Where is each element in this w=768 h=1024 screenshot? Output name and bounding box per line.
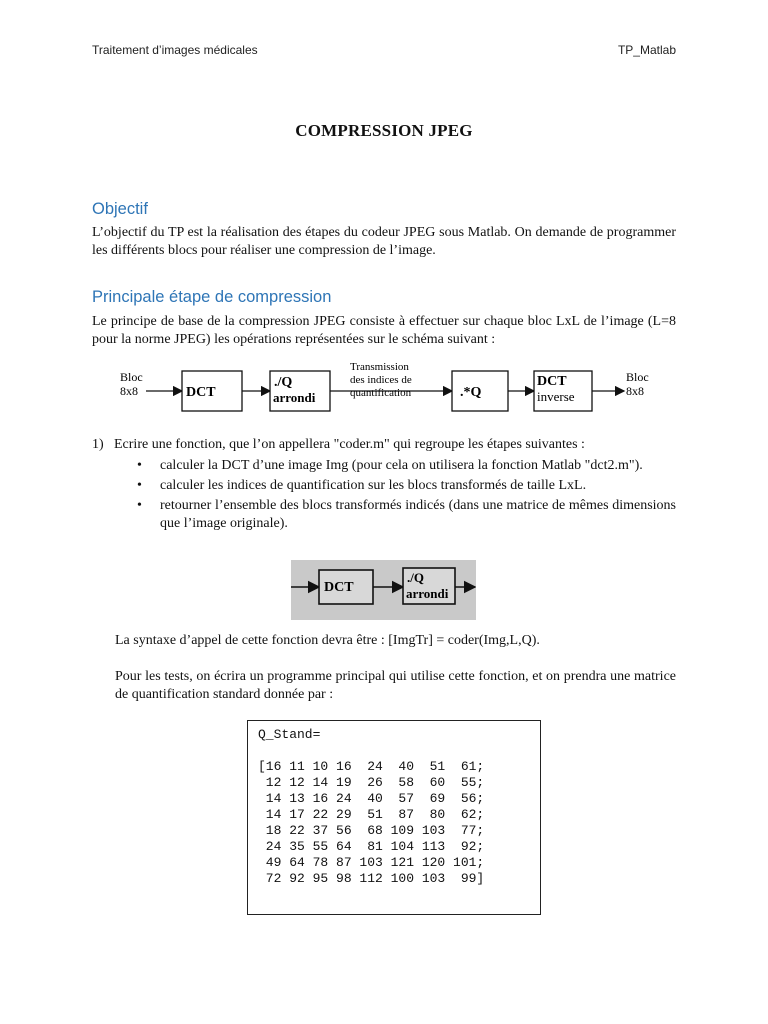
quantize-label-1: ./Q <box>274 375 293 390</box>
principe-text: Le principe de base de la compression JPEG consiste à effectuer sur chaque bloc LxL de l’image (L=8 pour la norme JPEG) les opérations représentées sur le schéma suivant : <box>92 314 676 347</box>
section-heading-objectif: Objectif <box>92 200 148 218</box>
bullet-dot-icon: • <box>137 458 142 473</box>
objectif-paragraph <box>92 224 676 260</box>
bullet-text: calculer les indices de quantification sur les blocs transformés de taille LxL. <box>160 478 587 493</box>
tests-text: Pour les tests, on écrira un programme principal qui utilise cette fonction, et on prendra une matrice de quantification standard donnée par : <box>115 669 676 702</box>
bullet-dot-icon: • <box>137 498 142 513</box>
jpeg-pipeline-diagram <box>112 361 662 431</box>
step-1-text: Ecrire une fonction, que l’on appellera "coder.m" qui regroupe les étapes suivantes : <box>114 437 585 452</box>
bullet-item <box>132 457 676 475</box>
idct-label-1: DCT <box>537 374 567 389</box>
coder-diagram-svg <box>291 560 476 620</box>
header-left: Traitement d’images médicales <box>92 43 258 57</box>
bullet-item <box>132 477 676 495</box>
transmission-label-2: des indices de <box>350 374 412 386</box>
syntax-text: La syntaxe d’appel de cette fonction devra être : [ImgTr] = coder(Img,L,Q). <box>115 633 540 648</box>
output-label-1: Bloc <box>626 370 649 384</box>
objectif-text: L’objectif du TP est la réalisation des étapes du codeur JPEG sous Matlab. On demande de programmer les différents blocs pour réaliser une compression de l’image. <box>92 225 676 258</box>
pipeline-svg <box>112 361 662 431</box>
quantization-matrix-box <box>247 720 541 915</box>
section-heading-principe: Principale étape de compression <box>92 288 332 306</box>
input-label-1: Bloc <box>120 370 143 384</box>
input-label-2: 8x8 <box>120 384 138 398</box>
transmission-label-3: quantification <box>350 387 412 399</box>
step-1-bullets <box>132 457 676 535</box>
bullet-item <box>132 497 676 533</box>
header-right: TP_Matlab <box>617 43 676 57</box>
bullet-text: retourner l’ensemble des blocs transformés indicés (dans une matrice de mêmes dimensions que l’image originale). <box>160 498 676 531</box>
idct-label-2: inverse <box>537 389 575 404</box>
small-quantize-label-1: ./Q <box>407 570 424 585</box>
bullet-dot-icon: • <box>137 478 142 493</box>
page-title: COMPRESSION JPEG <box>295 121 473 140</box>
step-1-number: 1) <box>92 437 104 452</box>
bullet-text: calculer la DCT d’une image Img (pour cela on utilisera la fonction Matlab "dct2.m"). <box>160 458 643 473</box>
dequantize-label: .*Q <box>460 385 482 400</box>
small-quantize-label-2: arrondi <box>406 586 449 601</box>
output-label-2: 8x8 <box>626 384 644 398</box>
coder-diagram-image <box>291 560 476 620</box>
quantize-label-2: arrondi <box>273 390 316 405</box>
quantization-matrix-code: Q_Stand= [16 11 10 16 24 40 51 61; 12 12 14 19 26 58 60 55; 14 13 16 24 40 57 69 56; 14 17 22 29 51 87 80 62; 18 22 37 56 68 109 103 77; 24 35 55 64 81 104 113 92; 49 64 78 87 103 121 120 101; 72 92 95 98 112 100 103 99] <box>258 727 485 886</box>
transmission-label-1: Transmission <box>350 361 409 373</box>
principe-paragraph <box>92 313 676 349</box>
small-dct-label: DCT <box>324 580 354 595</box>
dct-label: DCT <box>186 385 216 400</box>
